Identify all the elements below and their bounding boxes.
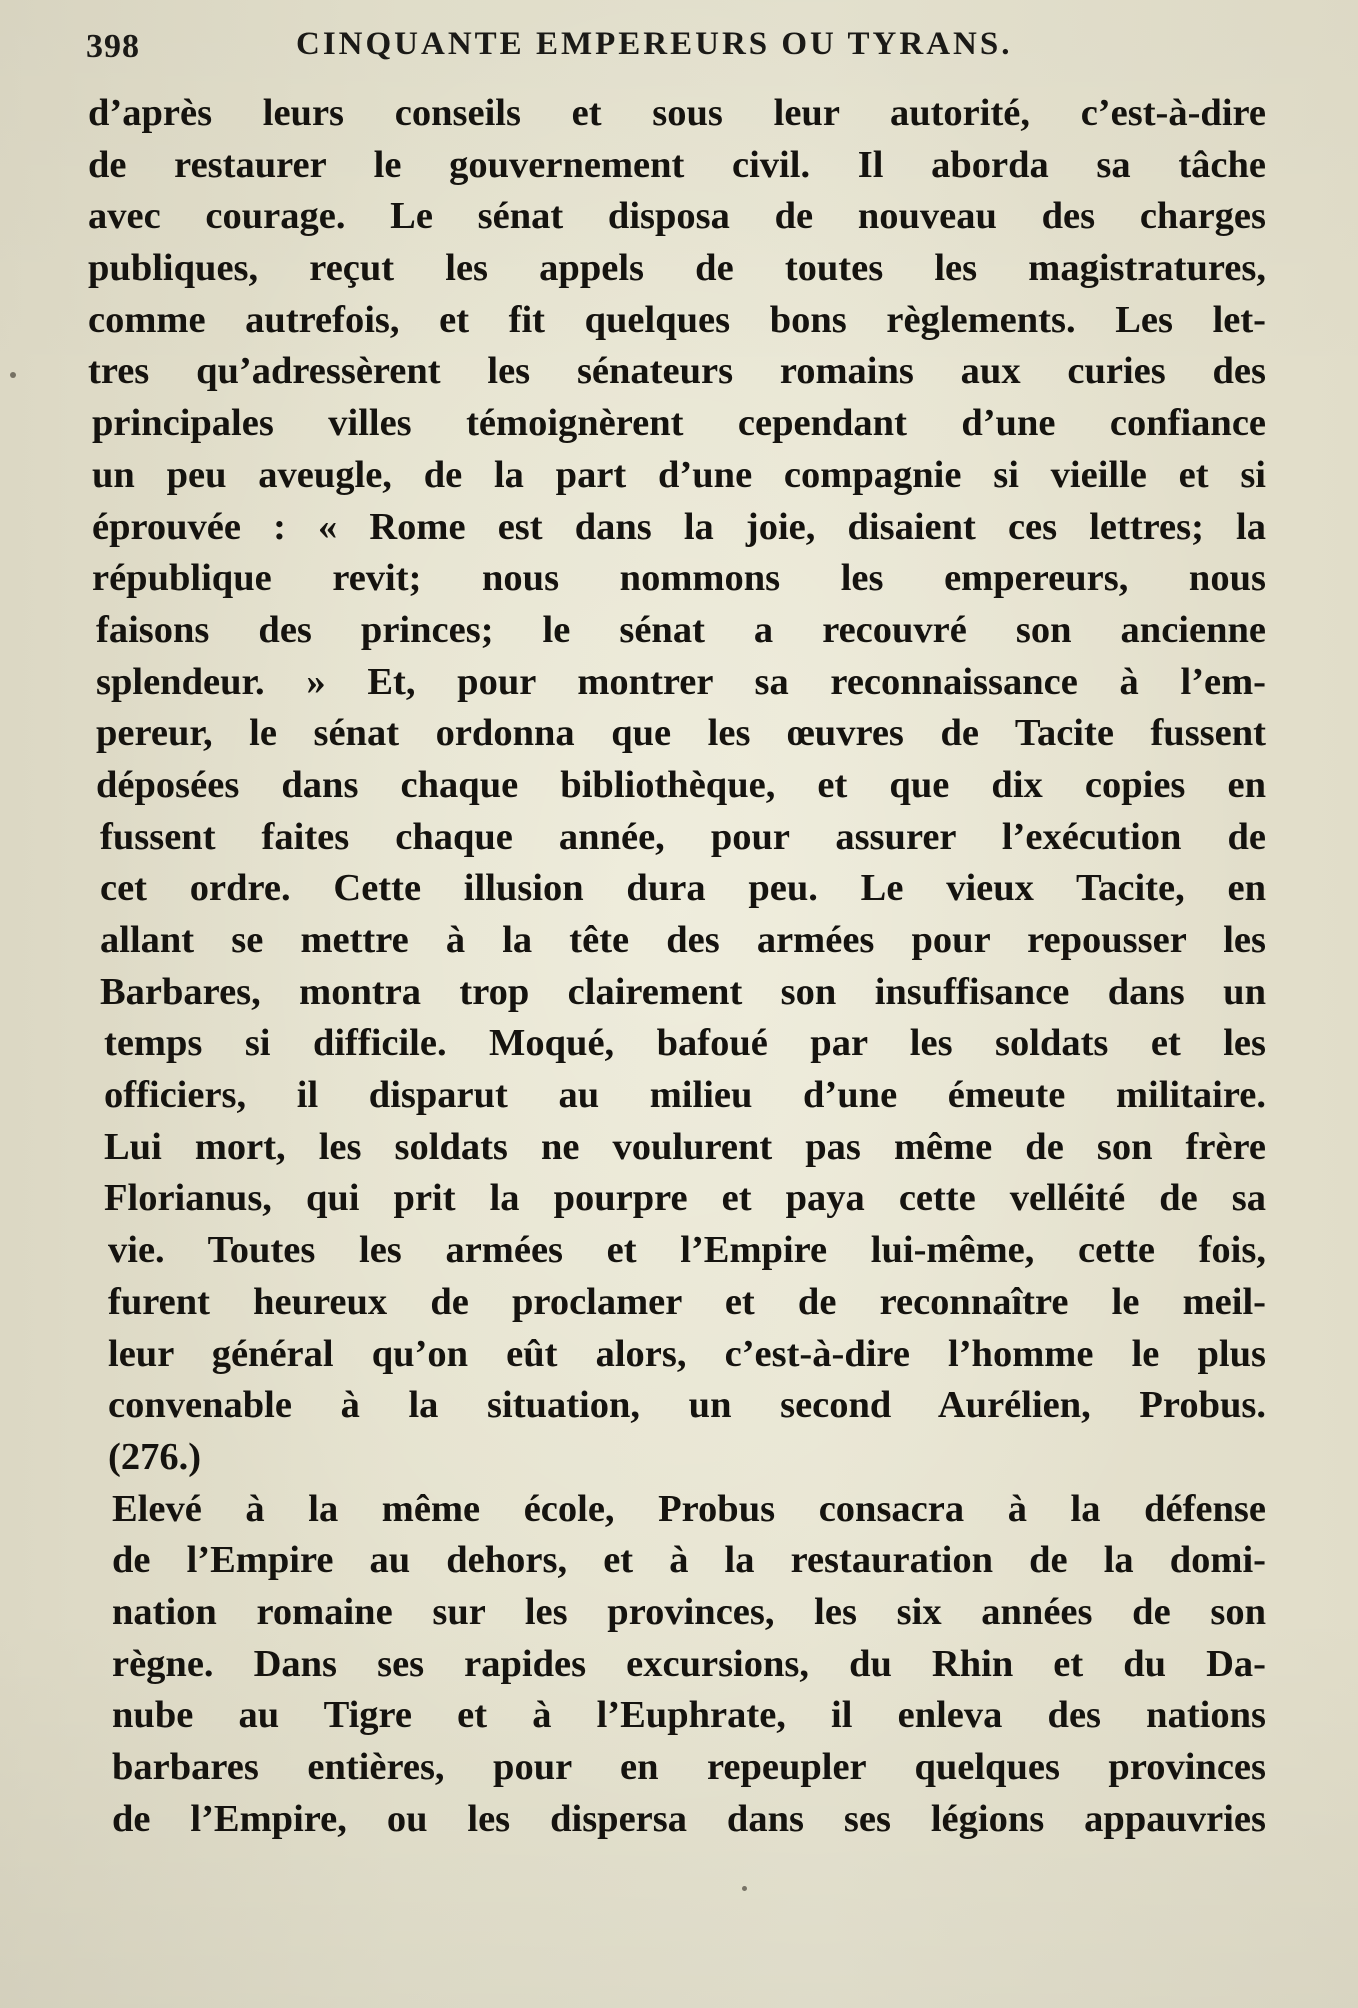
text-line: de restaurer le gouvernement civil. Il aborda sa tâche	[88, 143, 1266, 186]
running-head	[86, 22, 1266, 72]
paper-speck	[742, 1886, 747, 1891]
text-line: éprouvée : « Rome est dans la joie, disaient ces lettres; la	[92, 505, 1266, 548]
page-body-text	[88, 88, 1266, 1845]
text-line: leur général qu’on eût alors, c’est-à-dire l’homme le plus	[108, 1332, 1266, 1375]
text-line: république revit; nous nommons les empereurs, nous	[92, 557, 1266, 600]
text-line: faisons des princes; le sénat a recouvré son ancienne	[96, 608, 1266, 651]
text-line: avec courage. Le sénat disposa de nouveau des charges	[88, 195, 1266, 238]
text-line: nation romaine sur les provinces, les six années de son	[112, 1590, 1266, 1633]
text-line: Florianus, qui prit la pourpre et paya cette velléité de sa	[104, 1177, 1266, 1220]
text-line: un peu aveugle, de la part d’une compagnie si vieille et si	[92, 453, 1266, 496]
text-line: splendeur. » Et, pour montrer sa reconnaissance à l’em-	[96, 660, 1266, 703]
paper-speck	[10, 372, 16, 378]
text-line: allant se mettre à la tête des armées pour repousser les	[100, 919, 1266, 961]
text-line: convenable à la situation, un second Aurélien, Probus.	[108, 1384, 1266, 1427]
text-line: règne. Dans ses rapides excursions, du Rhin et du Da-	[112, 1642, 1266, 1685]
text-line: vie. Toutes les armées et l’Empire lui-même, cette fois,	[108, 1229, 1266, 1272]
text-line: temps si difficile. Moqué, bafoué par les soldats et les	[104, 1022, 1266, 1065]
text-line: d’après leurs conseils et sous leur autorité, c’est-à-dire	[88, 92, 1266, 134]
text-line: tres qu’adressèrent les sénateurs romains aux curies des	[88, 350, 1266, 393]
text-line: Lui mort, les soldats ne voulurent pas même de son frère	[104, 1125, 1266, 1168]
text-line: pereur, le sénat ordonna que les œuvres de Tacite fussent	[96, 712, 1266, 755]
text-line: nube au Tigre et à l’Euphrate, il enleva des nations	[112, 1694, 1266, 1737]
text-line: déposées dans chaque bibliothèque, et que dix copies en	[96, 763, 1266, 806]
text-line: fussent faites chaque année, pour assurer l’exécution de	[100, 815, 1266, 858]
text-line: Elevé à la même école, Probus consacra à la défense	[112, 1487, 1266, 1530]
text-line: principales villes témoignèrent cependant d’une confiance	[92, 402, 1266, 445]
text-line: de l’Empire, ou les dispersa dans ses légions appauvries	[112, 1797, 1266, 1840]
text-line: barbares entières, pour en repeupler quelques provinces	[112, 1746, 1266, 1788]
text-line: cet ordre. Cette illusion dura peu. Le vieux Tacite, en	[100, 867, 1266, 910]
text-line: furent heureux de proclamer et de reconnaître le meil-	[108, 1280, 1266, 1323]
text-line: (276.)	[108, 1435, 202, 1478]
text-line: officiers, il disparut au milieu d’une émeute militaire.	[104, 1074, 1266, 1117]
page-number: 398	[86, 28, 140, 65]
text-line: publiques, reçut les appels de toutes les magistratures,	[88, 247, 1266, 290]
text-line: de l’Empire au dehors, et à la restauration de la domi-	[112, 1539, 1266, 1582]
text-line: comme autrefois, et fit quelques bons règlements. Les let-	[88, 298, 1266, 341]
text-line: Barbares, montra trop clairement son insuffisance dans un	[100, 970, 1266, 1013]
running-title: CINQUANTE EMPEREURS OU TYRANS.	[296, 26, 1013, 62]
